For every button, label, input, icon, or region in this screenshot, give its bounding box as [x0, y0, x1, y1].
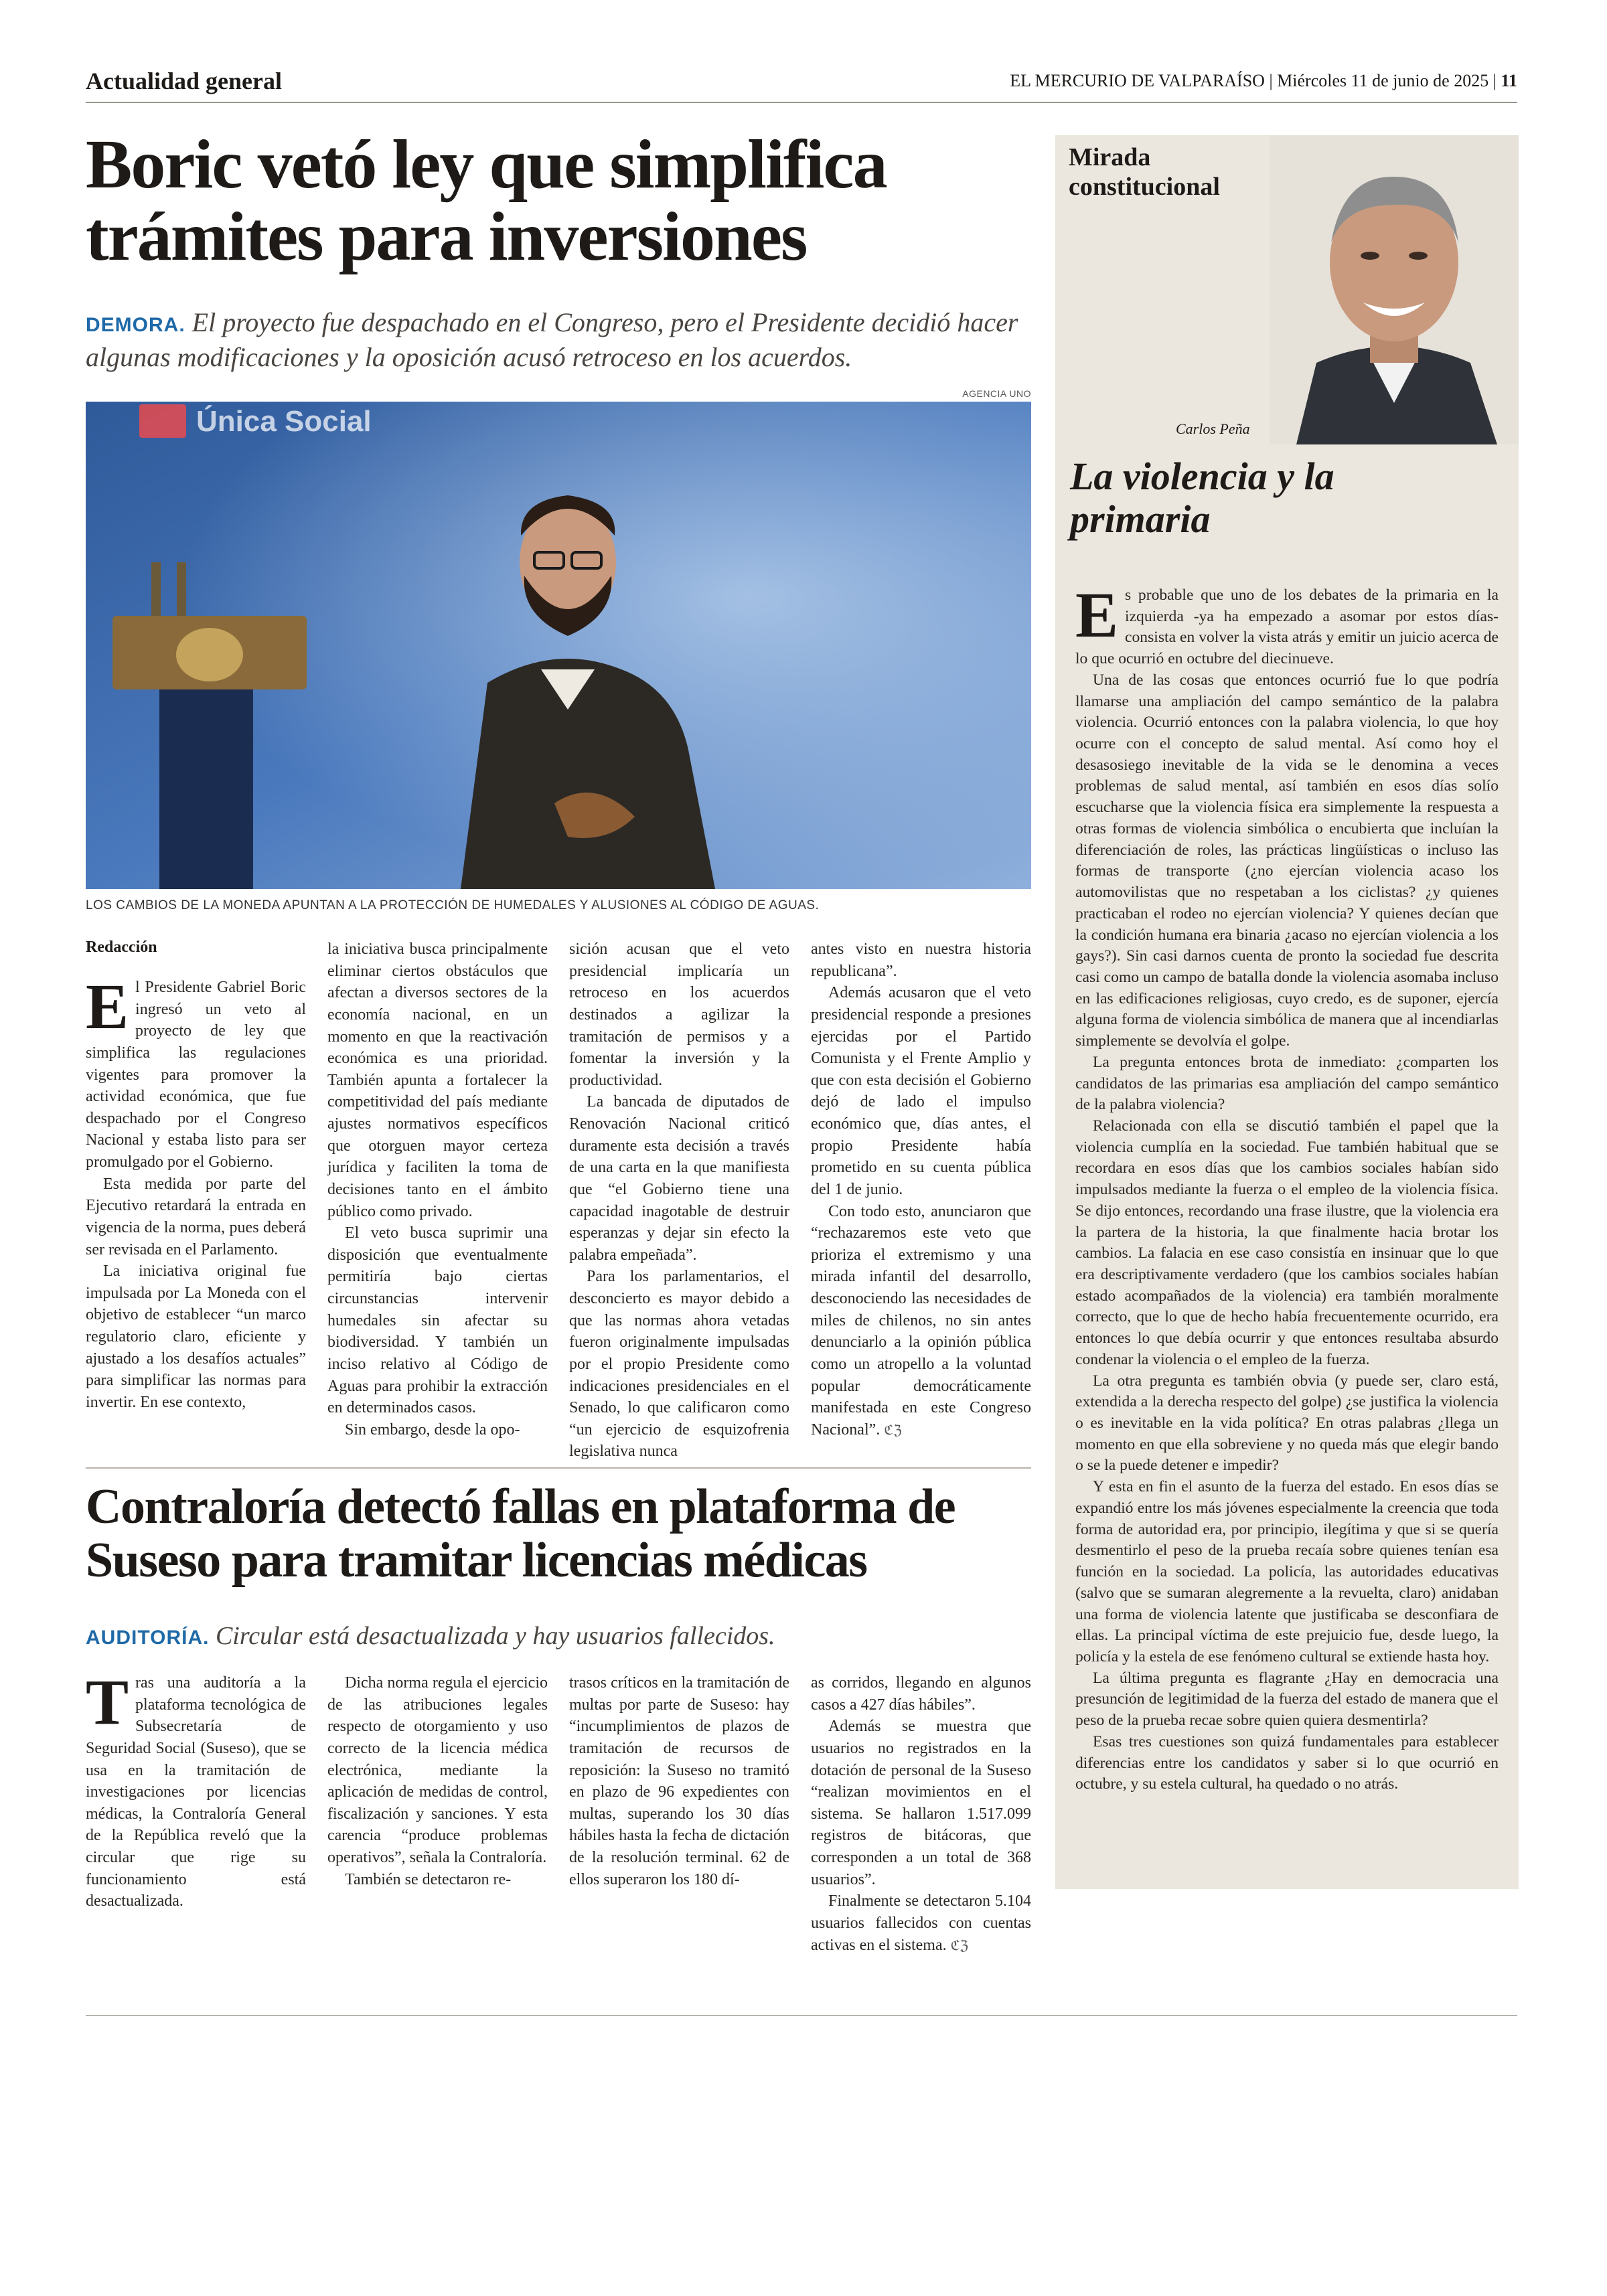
president-photo-illustration [86, 402, 1031, 889]
second-headline: Contraloría detectó fallas en plataforma de Suseso para tramitar licencias médicas [86, 1479, 955, 1588]
dropcap: T [86, 1666, 129, 1738]
second-paragraph: También se detectaron re- [345, 1870, 512, 1888]
main-paragraph: El Presidente Gabriel Boric ingresó un veto al proyecto de ley que simplifica las regulaciones vigentes para promover la actividad económica, que fue despachado por el Congreso Nacional y estaba listo para ser promulgado por el Gobierno. [86, 971, 306, 1171]
issue-date: Miércoles 11 de junio de 2025 [1277, 71, 1489, 90]
opinion-column [1055, 135, 1519, 1889]
opinion-paragraph: Una de las cosas que entonces ocurrió fue lo que podría llamarse una ampliación del campo semántico de la palabra violencia. Ocurrió entonces con la palabra violencia, lo que hoy ocurre con el concepto de salud mental. Así como hoy el desasosiego inevitable de la vida se le denomina a veces problemas de salud mental, así también en esos días solío escucharse que la violencia física era simplemente la respuesta a otras formas de violencia simbólica o encubierta que incluían la diferenciación de roles, las prácticas lingüísticas o incluso las formas de transporte (¿no ejercían violencia acaso los automovilistas que no respetaban a los ciclistas? ¿y quienes practicaban el rodeo no ejercían violencia? Y quienes decían que la condición humana era binaria ¿acaso no ejercían violencia a los gays?). Sin casi darnos cuenta de pronto la sociedad fue descrita casi como un campo de batalla donde la violencia asomaba incluso en las edificaciones religiosas, cuyo credo, es de suponer, ejercía alguna forma de violencia simbólica de manera que al incendiarlas simplemente se devolvía el golpe. [1075, 671, 1499, 1050]
opinion-paragraph: La última pregunta es flagrante ¿Hay en democracia una presunción de legitimidad de la fuerza del estado de manera que el peso de la prueba recae sobre quien quiera desmentirla? [1075, 1669, 1499, 1730]
main-lead [86, 305, 1023, 375]
opinion-headline: La violencia y la primaria [1070, 455, 1334, 541]
main-paragraph: Para los parlamentarios, el desconcierto es mayor debido a que las normas ahora vetadas fueron originalmente impulsadas por el propio Presidente como indicaciones presidenciales en el Senado, lo que calificaron como “un ejercicio de esquizofrenia legislativa nunca [569, 1268, 789, 1461]
main-kicker: DEMORA. [86, 314, 185, 336]
main-lead-text: El proyecto fue despachado en el Congreso, pero el Presidente decidió hacer algunas modificaciones y la oposición acusó retroceso en los acuerdos. [86, 307, 1018, 372]
author-photo [1270, 135, 1519, 444]
main-paragraph: La bancada de diputados de Renovación Nacional criticó duramente esta decisión a través de una carta en la que manifiesta que “el Gobierno tiene una capacidad inagotable de destruir esperanzas y dejar sin efecto la palabra empeñada”. [569, 1093, 789, 1264]
second-paragraph: Tras una auditoría a la plataforma tecnológica de Subsecretaría de Seguridad Social (Suseso), que se usa en la tramitación de investigaciones por licencias médicas, la Contraloría General de la República reveló que la circular que rige su funcionamiento está desactualizada. [86, 1666, 306, 1910]
main-column-3 [569, 938, 789, 1463]
second-paragraph: Además se muestra que usuarios no registrados en la dotación de personal de la Suseso “realizan movimientos en el sistema. Se hallaron 1.517.099 registros de bitácoras, que corresponden a un total de 368 usuarios”. [811, 1718, 1031, 1888]
author-name: Carlos Peña [1176, 420, 1250, 437]
opinion-body [1075, 579, 1499, 1795]
second-column-1 [86, 1666, 306, 1956]
second-article-body [86, 1666, 1031, 1956]
opinion-section-title: Mirada constitucional [1069, 143, 1220, 201]
byline: Redacción [86, 938, 157, 956]
article-divider [86, 1467, 1031, 1469]
second-paragraph: trasos críticos en la tramitación de multas por parte de Suseso: hay “incumplimientos de plazos de tramitación de recursos de reposición: la Suseso no tramitó en plazo de 96 expedientes con multas, superando los 30 días hábiles hasta la fecha de dictación de la resolución terminal. 62 de ellos superaron los 180 dí- [569, 1674, 789, 1888]
paper-name: EL MERCURIO DE VALPARAÍSO [1010, 71, 1265, 90]
main-paragraph: El veto busca suprimir una disposición que eventualmente permitiría bajo ciertas circunstancias intervenir humedales sin afectar su biodiversidad. Y también un inciso relativo al Código de Aguas para prohibir la extracción en determinados casos. [327, 1224, 548, 1417]
main-paragraph: Sin embargo, desde la opo- [345, 1420, 520, 1439]
main-paragraph: Con todo esto, anunciaron que “rechazaremos este veto que prioriza el extremismo y una mirada infantil del desarrollo, desconociendo las necesidades de miles de chilenos, no sin antes denunciarlo a la opinión pública como un atropello a la voluntad popular democráticamente manifestada en este Congreso Nacional”. ℭℨ [811, 1202, 1031, 1439]
end-mark: ℭℨ [884, 1421, 902, 1438]
photo-caption: LOS CAMBIOS DE LA MONEDA APUNTAN A LA PROTECCIÓN DE HUMEDALES Y ALUSIONES AL CÓDIGO DE AGUAS. [86, 898, 820, 912]
footer-rule [86, 2015, 1517, 2016]
second-kicker: AUDITORÍA. [86, 1627, 210, 1649]
main-paragraph: la iniciativa busca principalmente eliminar ciertos obstáculos que afectan a diversos sectores de la economía nacional, en un momento en que la reactivación económica es una prioridad. También apunta a fortalecer la competitividad del país mediante ajustes normativos específicos que otorguen mayor certeza jurídica y faciliten la toma de decisiones tanto en el ámbito público como privado. [327, 940, 548, 1220]
second-paragraph: Finalmente se detectaron 5.104 usuarios fallecidos con cuentas activas en el sistema. ℭℨ [811, 1892, 1031, 1954]
backdrop-text: Única Social [196, 405, 372, 438]
president-photo [86, 402, 1031, 889]
main-paragraph: Además acusaron que el veto presidencial responde a presiones ejercidas por el Partido Comunista y el Frente Amplio y que con esta decisión el Gobierno dejó de lado el impulso económico que, días antes, el propio Presidente había prometido en su cuenta pública del 1 de junio. [811, 984, 1031, 1198]
opinion-paragraph: La pregunta entonces brota de inmediato: ¿comparten los candidatos de las primarias esa ampliación del campo semántico de la palabra violencia? [1075, 1053, 1499, 1114]
second-column-4 [811, 1672, 1031, 1956]
opinion-paragraph: La otra pregunta es también obvia (y puede ser, claro está, extendida a la derecha respecto del golpe) ¿se justifica la violencia o es inevitable en la vida política? En otras palabras ¿llega un momento en que ella sobreviene y no queda más que elegir bando o se la puede detener e impedir? [1075, 1372, 1499, 1475]
masthead-separator: | [1493, 71, 1501, 90]
second-lead [86, 1620, 1037, 1653]
second-column-3 [569, 1672, 789, 1956]
main-paragraph: antes visto en nuestra historia republicana”. [811, 940, 1031, 980]
section-label: Actualidad general [86, 68, 282, 94]
second-lead-text: Circular está desactualizada y hay usuarios fallecidos. [215, 1622, 775, 1650]
photo-credit: AGENCIA UNO [962, 388, 1031, 399]
dropcap: E [1075, 579, 1119, 651]
opinion-paragraph: Esas tres cuestiones son quizá fundamentales para establecer diferencias entre los candidatos y saber si lo que ocurrió en octubre, y su estela cultural, ha quedado o no atrás. [1075, 1732, 1499, 1793]
masthead-separator: | [1269, 71, 1278, 90]
dropcap: E [86, 971, 129, 1042]
second-paragraph: Dicha norma regula el ejercicio de las atribuciones legales respecto de otorgamiento y uso correcto de la licencia médica electrónica, mediante la aplicación de medidas de control, fiscalización y sanciones. Y esta carencia “produce problemas operativos”, señala la Contraloría. [327, 1674, 548, 1866]
main-column-4 [811, 938, 1031, 1463]
second-column-2 [327, 1672, 548, 1956]
second-paragraph: as corridos, llegando en algunos casos a 427 días hábiles”. [811, 1674, 1031, 1714]
opinion-paragraph: Relacionada con ella se discutió también el papel que la violencia cumplía en la sociedad. Fue también habitual que se recordara en esos días que los cambios sociales habían sido impulsados mediante la fuerza o el empleo de la violencia física. Se dijo entonces, recordando una frase ilustre, que la violencia era la partera de la historia, la que finalmente hacia brotar los cambios. La falacia en ese caso consistía en insinuar que lo que era descriptivamente verdadero (que los cambios sociales habían estado acompañados de la violencia) era también moralmente correcto, que lo que de hecho había frecuentemente ocurrido, era entonces lo que debía ocurrir y que entonces resultaba absurdo condenar la violencia o el empleo de la fuerza. [1075, 1117, 1499, 1368]
header-rule [86, 102, 1517, 103]
main-paragraph: sición acusan que el veto presidencial implicaría un retroceso en los acuerdos destinados a agilizar la tramitación de permisos y a fomentar la inversión y la productividad. [569, 940, 789, 1089]
masthead [1010, 71, 1517, 91]
main-article-body [86, 938, 1031, 1463]
author-portrait [1270, 135, 1519, 444]
opinion-paragraph: Y esta en fin el asunto de la fuerza del estado. En esos días se expandió entre los más jóvenes especialmente la creencia que toda forma de autoridad era, por principio, ilegítima y que si se quería desmentirlo el peso de la prueba recaía sobre quienes tenían esa función en la sociedad. La policía, las autoridades educativas (salvo que se sumaran alegremente a la revuelta, claro) anidaban una forma de violencia latente que justificaba se desconfiara de ellas. La principal víctima de este prejuicio fue, desde luego, la policía y la estela de ese fenómeno cultural se extiende hasta hoy. [1075, 1478, 1499, 1665]
end-mark: ℭℨ [950, 1937, 968, 1953]
main-headline: Boric vetó ley que simplifica trámites para inversiones [86, 126, 887, 276]
main-column-1 [86, 938, 306, 1463]
opinion-paragraph: Es probable que uno de los debates de la primaria en la izquierda -ya ha empezado a asomar por estos días- consista en volver la vista atrás y emitir un juicio acerca de lo que ocurrió en octubre del diecinueve. [1075, 579, 1499, 668]
main-paragraph: Esta medida por parte del Ejecutivo retardará la entrada en vigencia de la norma, pues deberá ser revisada en el Parlamento. [86, 1175, 306, 1258]
page-number: 11 [1501, 71, 1517, 90]
main-paragraph: La iniciativa original fue impulsada por La Moneda con el objetivo de establecer “un marco regulatorio claro, eficiente y ajustado a los desafíos actuales” para simplificar las normas para invertir. En ese contexto, [86, 1262, 306, 1411]
main-column-2 [327, 938, 548, 1463]
